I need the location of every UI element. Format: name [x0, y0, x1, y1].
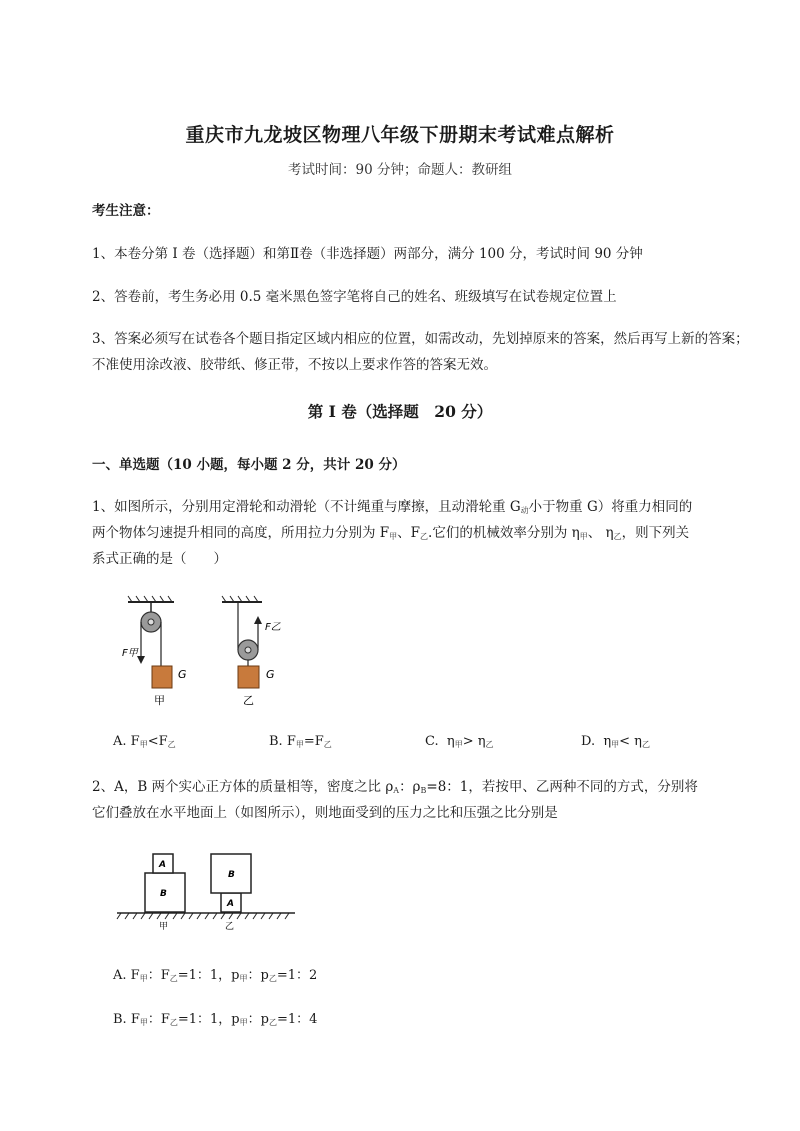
arrow-up-icon — [254, 616, 262, 624]
q1-stem-line3: 系式正确的是（ ） — [92, 551, 227, 567]
q1-stem-line2: 两个物体匀速提升相同的高度，所用拉力分别为 $F_甲$、$F_乙$.它们的机械效率分别为 $\eta_甲$、 $\eta_乙$，则下列关 — [92, 525, 690, 541]
arrow-down-icon — [137, 656, 145, 664]
part-heading: 一、单选题（10 小题，每小题 2 分，共计 20 分） — [92, 457, 406, 473]
label-b-jia: B — [160, 889, 167, 899]
q1-option-a[interactable]: A. $F_甲<F_乙$ — [113, 734, 176, 749]
q2-blocks-figure — [115, 848, 305, 936]
caption-yi: 乙 — [243, 694, 254, 707]
block-g-yi — [238, 666, 259, 688]
caption-jia: 甲 — [159, 922, 169, 932]
q1-stem-line1: 1、如图所示，分别用定滑轮和动滑轮（不计绳重与摩擦，且动滑轮重 $G_动$小于物重 G）将重力相同的 — [92, 499, 693, 515]
label-a-yi: A — [227, 899, 234, 909]
notice-item-2: 2、答卷前，考生务必用 0.5 毫米黑色签字笔将自己的姓名、班级填写在试卷规定位置上 — [92, 289, 617, 305]
notice-item-3: 3、答案必须写在试卷各个题目指定区域内相应的位置，如需改动，先划掉原来的答案，然后再写上新的答案；不准使用涂改液、胶带纸、修正带，不按以上要求作答的答案无效。 — [92, 331, 749, 373]
ground-hatch — [117, 913, 289, 919]
q1-option-b[interactable]: B. $F_甲=F_乙$ — [269, 734, 332, 749]
document-subtitle: 考试时间：90 分钟；命题人：教研组 — [288, 162, 512, 178]
section-title: 第 I 卷（选择题 20 分） — [307, 402, 493, 421]
notice-item-1: 1、本卷分第 I 卷（选择题）和第Ⅱ卷（非选择题）两部分，满分 100 分，考试时间 90 分钟 — [92, 246, 643, 262]
label-b-yi: B — [228, 870, 235, 880]
force-label-jia: F甲 — [122, 648, 138, 659]
q1-option-c[interactable]: C. $\eta_甲> \eta_乙$ — [425, 734, 494, 749]
label-a-jia: A — [159, 860, 166, 870]
q2-option-a[interactable]: A. $F_甲$：$F_乙=1$：1，$p_甲$：$p_乙=1$：2 — [113, 968, 318, 983]
notice-heading: 考生注意： — [92, 203, 160, 219]
caption-yi: 乙 — [225, 922, 235, 932]
q2-stem-line1: 2、A，B 两个实心正方体的质量相等，密度之比 $\rho_A$：$\rho_B=8$：1，若按甲、乙两种不同的方式，分别将 — [92, 779, 698, 795]
document-title: 重庆市九龙坡区物理八年级下册期末考试难点解析 — [185, 124, 615, 146]
block-g-jia — [152, 666, 172, 688]
q1-option-d[interactable]: D. $\eta_甲< \eta_乙$ — [581, 734, 650, 749]
force-label-yi: F乙 — [265, 622, 281, 633]
g-label-yi: G — [266, 668, 275, 681]
q2-option-b[interactable]: B. $F_甲$：$F_乙=1$：1，$p_甲$：$p_乙=1$：4 — [113, 1012, 318, 1027]
caption-jia: 甲 — [154, 694, 165, 707]
q1-pulley-figure — [110, 590, 310, 715]
g-label-jia: G — [178, 668, 187, 681]
q2-stem-line2: 它们叠放在水平地面上（如图所示），则地面受到的压力之比和压强之比分别是 — [92, 805, 558, 821]
